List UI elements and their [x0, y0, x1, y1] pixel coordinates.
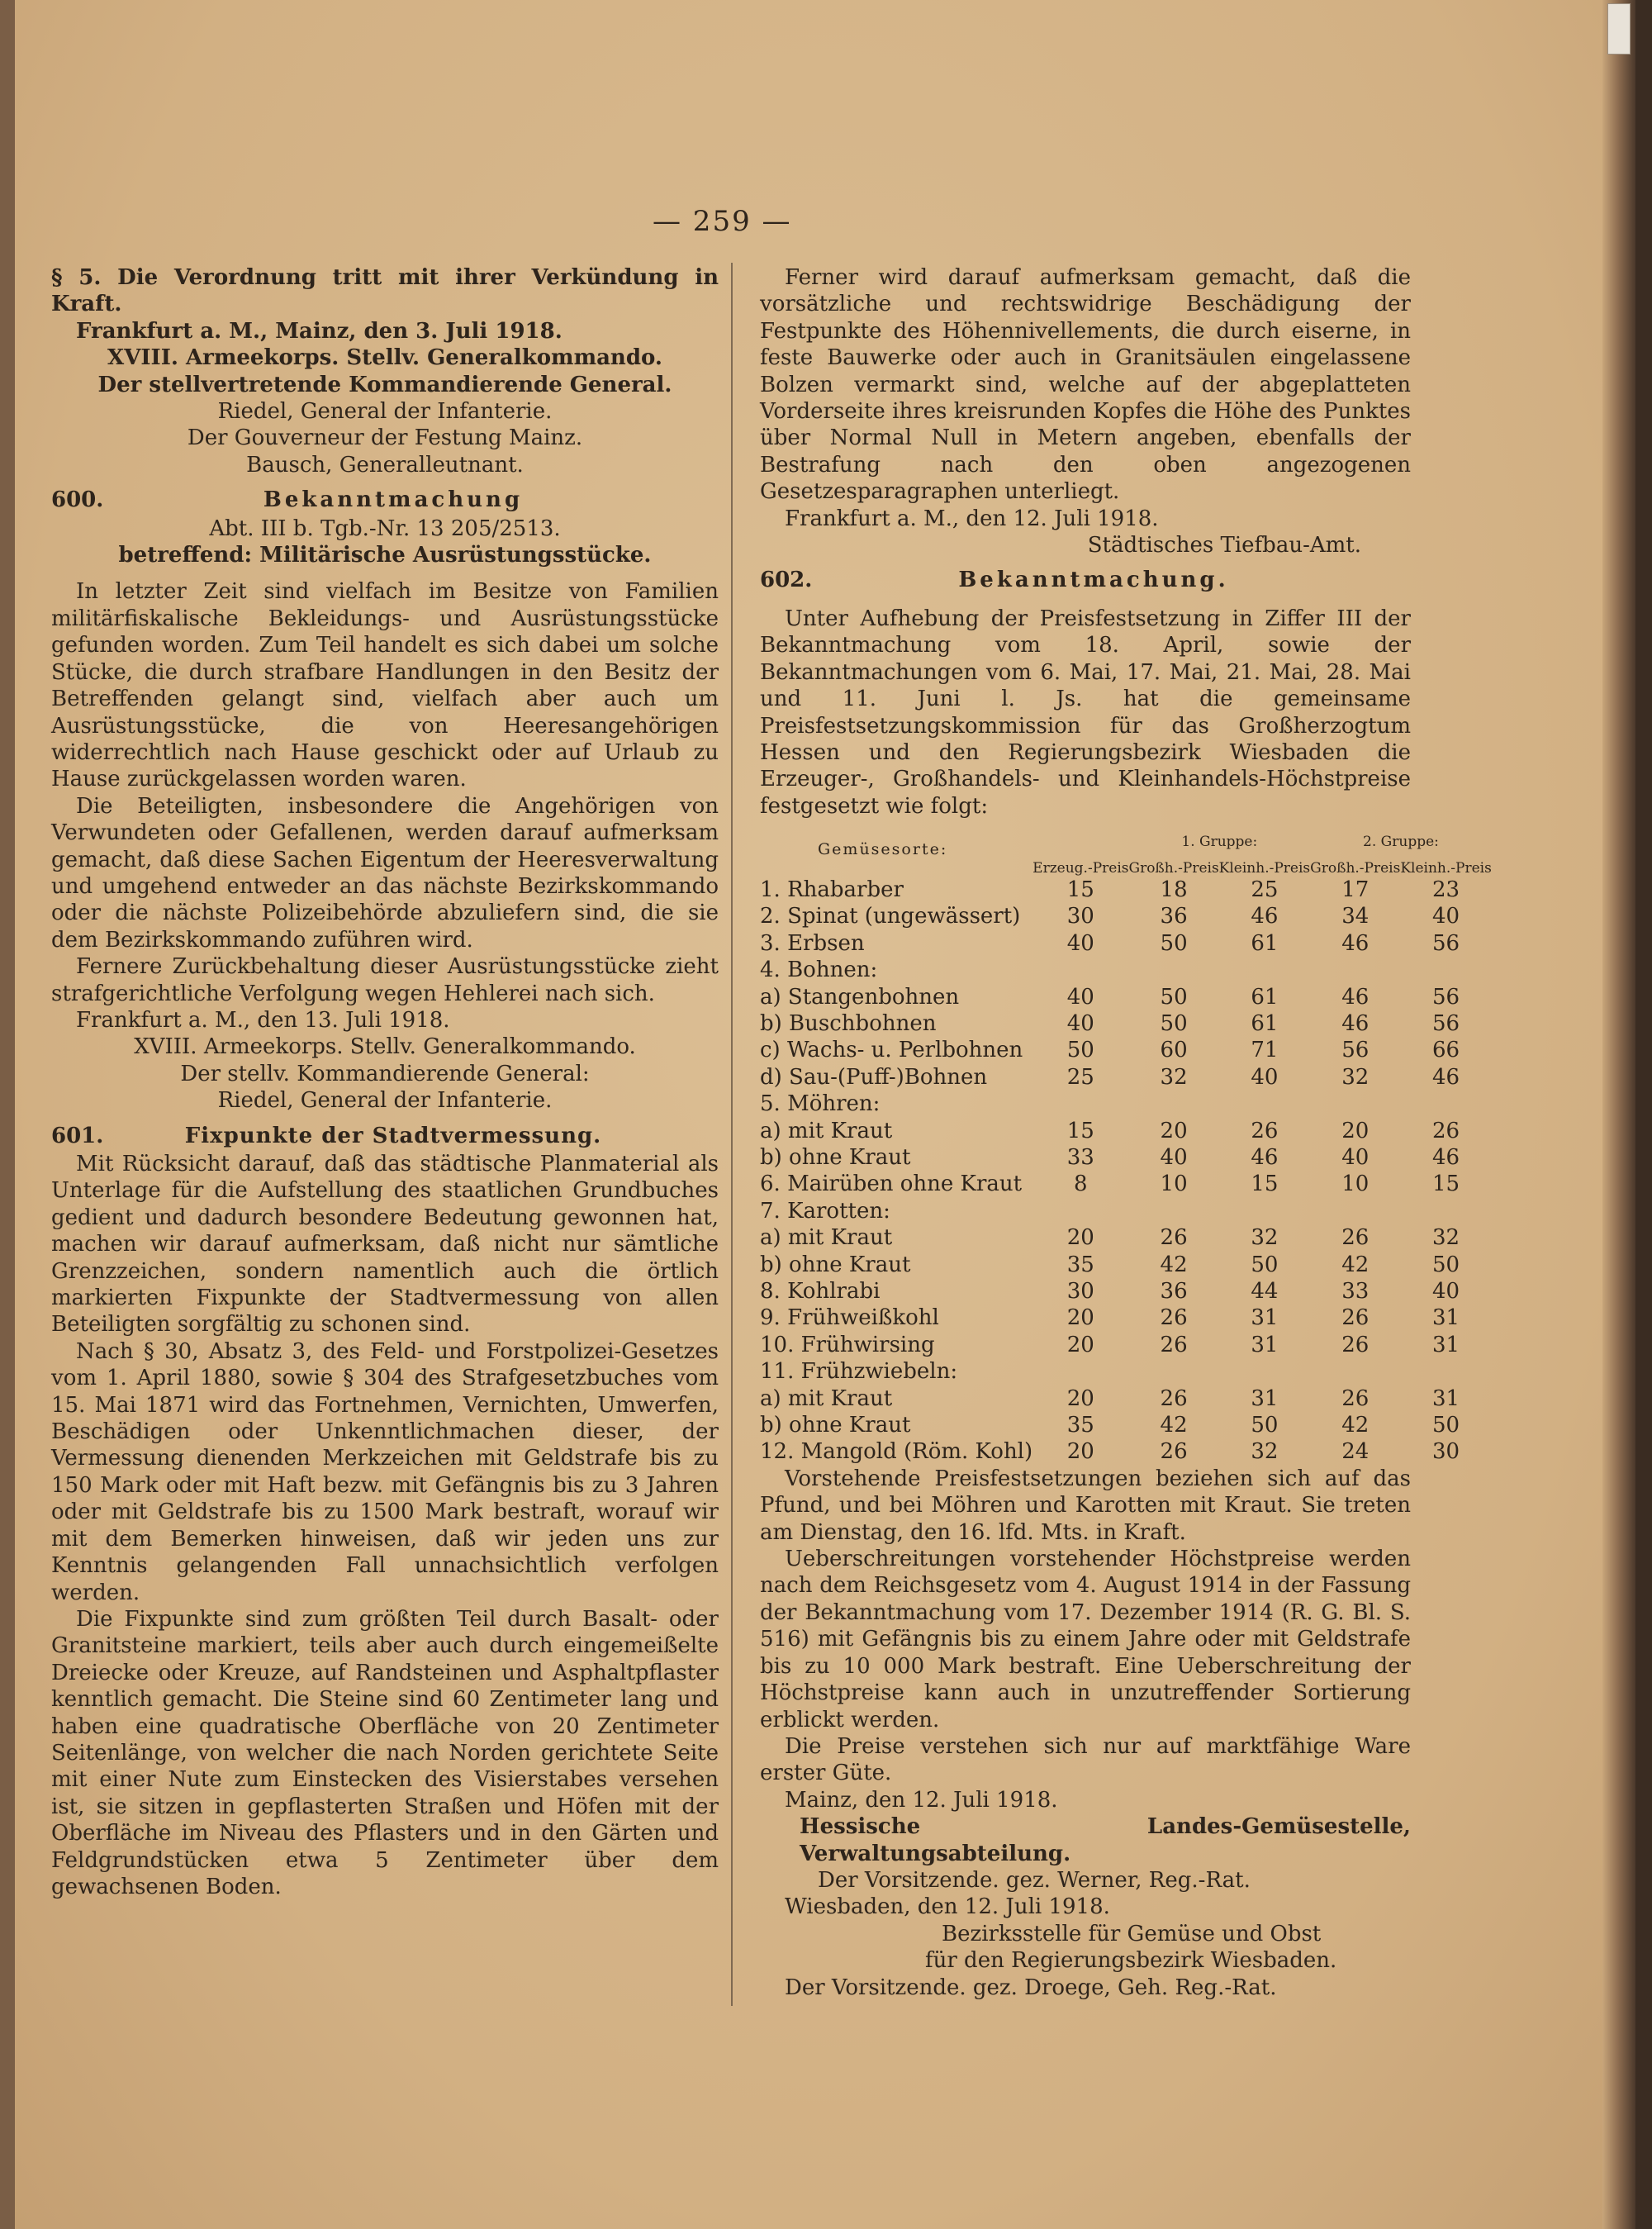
price-table-value: [1310, 957, 1400, 983]
signature-2-place-date: Wiesbaden, den 12. Juli 1918.: [785, 1894, 1110, 1920]
price-table-value: 26: [1251, 1118, 1279, 1143]
notice-602-paragraph-3: Ueberschreitungen vorstehender Höchstpreise werden nach dem Reichsgesetz vom 4. August 1914 in der Fassung der Bekanntmachung vom 17. Dezember 1914 (R. G. Bl. S. 516) mit Gefängnis bis zu einem Jahre oder mit Geldstrafe bis zu 10 000 Mark bestraft. Eine Ueberschreitung der Höchstpreise kann auch in unzutreffender Sortierung erblickt werden.: [760, 1547, 1411, 1732]
price-table-row: [760, 984, 1492, 1010]
price-table-row: [760, 1198, 1492, 1224]
price-table-value: 40: [1341, 1144, 1370, 1170]
price-table-value: 71: [1251, 1038, 1279, 1063]
notice-602-paragraph-1: Unter Aufhebung der Preisfestsetzung in Ziffer III der Bekanntmachung vom 18. April, sowie der Bekanntmachungen vom 6. Mai, 17. Mai, 21. Mai, 28. Mai und 11. Juni l. Js. hat die gemeinsame Preisfestsetzungskommission für das Großherzogtum Hessen und den Regierungsbezirk Wiesbaden die Erzeuger-, Großhandels- und Kleinhandels-Höchstpreise festgesetzt wie folgt:: [760, 606, 1411, 819]
price-table-row: [760, 1305, 1492, 1331]
intro-name-1: Riedel, General der Infanterie.: [217, 399, 553, 425]
price-table-row: [760, 1438, 1492, 1465]
price-table-value: 30: [1432, 1439, 1460, 1465]
notice-600-place-date: Frankfurt a. M., den 13. Juli 1918.: [76, 1007, 450, 1033]
price-table-group-row: [760, 823, 1492, 849]
price-table-value: 50: [1066, 1038, 1094, 1063]
price-table-value: 40: [1251, 1064, 1279, 1090]
right-column: [760, 264, 1492, 2001]
price-table-value: 25: [1251, 877, 1279, 902]
price-table-header-klein-2: Kleinh.-Preis: [1400, 859, 1492, 877]
price-table-value: [1310, 1091, 1400, 1117]
price-table-item-name: 5. Möhren:: [760, 1091, 881, 1117]
intro-name-2: Bausch, Generalleutnant.: [246, 452, 524, 478]
price-table-value: 40: [1160, 1144, 1188, 1170]
price-table-value: 26: [1160, 1439, 1188, 1465]
price-table-item-name: a) Stangenbohnen: [760, 984, 960, 1010]
notice-600-number: 600.: [51, 487, 104, 513]
intro-corps: XVIII. Armeekorps. Stellv. Generalkommando.: [107, 345, 662, 371]
notice-600-reference: Abt. III b. Tgb.-Nr. 13 205/2513.: [209, 516, 561, 541]
intro-role-2: Der Gouverneur der Festung Mainz.: [187, 425, 583, 451]
price-table-value: 17: [1341, 877, 1370, 902]
price-table-value: 33: [1066, 1144, 1094, 1170]
price-table-value: [1032, 1091, 1128, 1117]
signature-1-place-date: Mainz, den 12. Juli 1918.: [785, 1787, 1058, 1813]
price-table-item-name: b) ohne Kraut: [760, 1252, 911, 1277]
notice-601-paragraph-1: Mit Rücksicht darauf, daß das städtische Planmaterial als Unterlage für die Aufstellung des staatlichen Grundbuches gedient und dadurch besondere Bedeutung gewonnen hat, machen wir darauf aufmerksam, daß nicht nur sämtliche Grenzzeichen, sondern namentlich auch die örtlich markierten Fixpunkte der Stadtvermessung von allen Beteiligten sorgfältig zu schonen sind.: [51, 1152, 719, 1338]
price-table-value: 8: [1074, 1172, 1088, 1197]
price-table-item-name: 11. Frühzwiebeln:: [760, 1359, 958, 1385]
price-table-value: 31: [1432, 1385, 1460, 1411]
price-table-value: 40: [1066, 930, 1094, 956]
price-table-value: [1219, 1091, 1310, 1117]
price-table-value: 66: [1432, 1038, 1460, 1063]
price-table-value: 50: [1251, 1252, 1279, 1277]
page-number: — 259 —: [653, 205, 792, 238]
price-table-item-name: b) ohne Kraut: [760, 1413, 911, 1438]
price-table-item-name: c) Wachs- u. Perlbohnen: [760, 1038, 1023, 1063]
notice-601-number: 601.: [51, 1123, 104, 1148]
price-table-value: 26: [1432, 1118, 1460, 1143]
notice-600-title: Bekanntmachung: [263, 487, 524, 513]
notice-600-paragraph-2: Die Beteiligten, insbesondere die Angehörigen von Verwundeten oder Gefallenen, werden darauf aufmerksam gemacht, daß diese Sachen Eigentum der Heeresverwaltung und umgehend entweder an das nächste Bezirkskommando oder die nächste Polizeibehörde abzuliefern sind, die sie dem Bezirkskommando zuführen wird.: [51, 793, 719, 953]
notice-600-corps: XVIII. Armeekorps. Stellv. Generalkommando.: [134, 1034, 636, 1060]
price-table-value: 26: [1160, 1332, 1188, 1357]
price-table-value: 20: [1066, 1225, 1094, 1251]
price-table-value: 20: [1066, 1385, 1094, 1411]
price-table-value: 56: [1432, 984, 1460, 1010]
signature-2-organisation-1: Bezirksstelle für Gemüse und Obst: [942, 1921, 1322, 1946]
price-table-item-name: 7. Karotten:: [760, 1198, 890, 1224]
price-table-value: 26: [1341, 1225, 1370, 1251]
book-spine: [0, 0, 15, 2229]
notice-602-heading: [760, 567, 1411, 593]
price-table-value: 15: [1066, 877, 1094, 902]
price-table-item-name: 10. Frühwirsing: [760, 1332, 935, 1357]
notice-601-office: Städtisches Tiefbau-Amt.: [1087, 533, 1361, 558]
price-table-group-2: 2. Gruppe:: [1363, 833, 1439, 850]
price-table-value: [1400, 957, 1491, 983]
price-table-item-name: a) mit Kraut: [760, 1385, 893, 1411]
price-table-row: [760, 1010, 1492, 1037]
price-table-value: [1400, 1198, 1491, 1224]
signature-2-name: Der Vorsitzende. gez. Droege, Geh. Reg.-Rat.: [785, 1975, 1277, 2000]
notice-600-paragraph-3: Fernere Zurückbehaltung dieser Ausrüstungsstücke zieht strafgerichtliche Verfolgung wegen Hehlerei nach sich.: [51, 954, 719, 1006]
price-table-row: [760, 957, 1492, 983]
price-table-value: 32: [1432, 1225, 1460, 1251]
price-table-value: 50: [1160, 984, 1188, 1010]
price-table-value: 31: [1432, 1332, 1460, 1357]
signature-2-organisation-2: für den Regierungsbezirk Wiesbaden.: [925, 1948, 1337, 1974]
price-table-value: 31: [1432, 1305, 1460, 1331]
price-table-value: 32: [1341, 1064, 1370, 1090]
intro-paragraph: § 5. Die Verordnung tritt mit ihrer Verkündung in Kraft.: [51, 265, 719, 317]
price-table-value: 26: [1160, 1305, 1188, 1331]
price-table-value: [1128, 1198, 1218, 1224]
price-table-value: 30: [1066, 1279, 1094, 1304]
price-table-value: 20: [1066, 1332, 1094, 1357]
price-table-value: 20: [1066, 1305, 1094, 1331]
price-table-value: 44: [1251, 1279, 1279, 1304]
price-table-value: 32: [1251, 1225, 1279, 1251]
price-table-row: [760, 930, 1492, 957]
price-table-value: 46: [1341, 984, 1370, 1010]
price-table-value: 56: [1432, 1010, 1460, 1036]
paper-tab: [1607, 3, 1631, 55]
price-table-value: 61: [1251, 930, 1279, 956]
price-table-value: 32: [1160, 1064, 1188, 1090]
price-table-value: 30: [1066, 904, 1094, 929]
price-table-value: 40: [1066, 1010, 1094, 1036]
price-table-value: 31: [1251, 1305, 1279, 1331]
price-table-value: [1219, 957, 1310, 983]
notice-601-title: Fixpunkte der Stadtvermessung.: [184, 1123, 602, 1148]
notice-601-paragraph-2: Nach § 30, Absatz 3, des Feld- und Forstpolizei-Gesetzes vom 1. April 1880, sowie § 304 des Strafgesetzbuches vom 15. Mai 1871 wird das Fortnehmen, Vernichten, Umwerfen, Beschädigen oder Unkenntlichmachen dieser, der Vermessung dienenden Merkzeichen mit Geldstrafe bis zu 150 Mark oder mit Haft bezw. mit Gefängnis bis zu 3 Jahren oder mit Geldstrafe bis zu 1500 Mark bestraft, worauf wir mit dem Bemerken hinweisen, daß wir jeden uns zur Kenntnis gelangenden Fall unnachsichtlich verfolgen werden.: [51, 1338, 719, 1605]
price-table-value: [1219, 1198, 1310, 1224]
price-table-header-klein-1: Kleinh.-Preis: [1218, 859, 1311, 877]
price-table-item-name: 1. Rhabarber: [760, 877, 904, 902]
price-table-value: 15: [1432, 1172, 1460, 1197]
price-table-item-name: 9. Frühweißkohl: [760, 1305, 939, 1331]
notice-601-heading: [51, 1123, 719, 1149]
notice-601-continuation: Ferner wird darauf aufmerksam gemacht, daß die vorsätzliche und rechtswidrige Beschädigung der Festpunkte des Höhennivellements, die durch eiserne, in feste Bauwerke oder auch in Granitsäulen eingelassene Bolzen vermarkt sind, welche auf der abgeplatteten Vorderseite ihres kreisrunden Kopfes die Höhe des Punktes über Normal Null in Metern angeben, ebenfalls der Bestrafung nach den oben angezogenen Gesetzesparagraphen unterliegt.: [760, 265, 1411, 505]
notice-600-name: Riedel, General der Infanterie.: [217, 1088, 553, 1114]
price-table-value: 40: [1432, 1279, 1460, 1304]
price-table-item-name: 8. Kohlrabi: [760, 1279, 881, 1304]
price-table-value: [1310, 1358, 1400, 1385]
notice-602-paragraph-4: Die Preise verstehen sich nur auf marktfähige Ware erster Güte.: [760, 1733, 1411, 1786]
price-table-value: 42: [1160, 1413, 1188, 1438]
price-table-row: [760, 1278, 1492, 1305]
price-table-row: [760, 1332, 1492, 1358]
column-divider: [731, 263, 733, 2006]
price-table-value: 31: [1251, 1332, 1279, 1357]
price-table-value: 20: [1341, 1118, 1370, 1143]
price-table-item-name: 12. Mangold (Röm. Kohl): [760, 1439, 1033, 1465]
price-table-value: 34: [1341, 904, 1370, 929]
price-table-row: [760, 1091, 1492, 1117]
price-table-item-name: a) mit Kraut: [760, 1225, 893, 1251]
price-table-value: [1400, 1091, 1491, 1117]
price-table-value: 35: [1066, 1413, 1094, 1438]
price-table-item-name: 3. Erbsen: [760, 930, 865, 956]
price-table-row: [760, 903, 1492, 929]
price-table-row: [760, 1037, 1492, 1063]
price-table-value: 23: [1432, 877, 1460, 902]
price-table-value: 26: [1341, 1385, 1370, 1411]
price-table-value: [1219, 1358, 1310, 1385]
notice-600-role: Der stellv. Kommandierende General:: [180, 1061, 590, 1086]
price-table-item-name: b) Buschbohnen: [760, 1010, 937, 1036]
price-table-group-1: 1. Gruppe:: [1181, 833, 1258, 850]
price-table-value: [1400, 1358, 1491, 1385]
price-table-value: 24: [1341, 1439, 1370, 1465]
price-table-value: 26: [1160, 1385, 1188, 1411]
price-table-value: [1032, 1358, 1128, 1385]
signature-1-organisation: Hessische Landes-Gemüsestelle, Verwaltungsabteilung.: [800, 1814, 1411, 1866]
price-table-value: 60: [1160, 1038, 1188, 1063]
price-table-row: [760, 1224, 1492, 1251]
price-table-item-name: d) Sau-(Puff-)Bohnen: [760, 1064, 988, 1090]
price-table-header-erzeuger: Erzeug.-Preis: [1032, 859, 1129, 877]
notice-600-heading: [51, 487, 719, 513]
price-table-value: 46: [1432, 1144, 1460, 1170]
price-table-value: 20: [1066, 1439, 1094, 1465]
notice-600-subject: betreffend: Militärische Ausrüstungsstücke.: [118, 543, 652, 568]
price-table-item-name: a) mit Kraut: [760, 1118, 893, 1143]
price-table-value: 46: [1251, 1144, 1279, 1170]
price-table-value: 42: [1341, 1413, 1370, 1438]
price-table-value: 26: [1341, 1332, 1370, 1357]
price-table-header-gross-1: Großh.-Preis: [1128, 859, 1219, 877]
price-table-value: 61: [1251, 1010, 1279, 1036]
price-table-value: 46: [1341, 930, 1370, 956]
price-table-value: 40: [1432, 904, 1460, 929]
price-table-value: 36: [1160, 1279, 1188, 1304]
price-table-row: [760, 877, 1492, 903]
price-table-value: 40: [1066, 984, 1094, 1010]
price-table-header-gross-2: Großh.-Preis: [1310, 859, 1401, 877]
price-table-value: 50: [1432, 1413, 1460, 1438]
price-table-row: [760, 1412, 1492, 1438]
intro-place-date: Frankfurt a. M., Mainz, den 3. Juli 1918.: [76, 318, 563, 344]
price-table-row: [760, 1252, 1492, 1278]
price-table-value: 15: [1066, 1118, 1094, 1143]
price-table-value: [1032, 957, 1128, 983]
price-table-value: 35: [1066, 1252, 1094, 1277]
price-table-item-name: 2. Spinat (ungewässert): [760, 904, 1021, 929]
price-table-item-name: 6. Mairüben ohne Kraut: [760, 1172, 1023, 1197]
notice-602-title: Bekanntmachung.: [958, 568, 1229, 593]
price-table-value: 26: [1341, 1305, 1370, 1331]
price-table-value: 46: [1341, 1010, 1370, 1036]
price-table-row: [760, 1118, 1492, 1144]
intro-role-1: Der stellvertretende Kommandierende General.: [97, 372, 672, 397]
price-table-row: [760, 1064, 1492, 1091]
notice-600-paragraph-1: In letzter Zeit sind vielfach im Besitze von Familien militärfiskalische Bekleidungs- und Ausrüstungsstücke gefunden worden. Zum Teil handelt es sich dabei um solche Stücke, die durch strafbare Handlungen in den Besitz der Betreffenden gelangt sind, vielfach aber auch um Ausrüstungsstücke, die von Heeresangehörigen widerrechtlich nach Hause geschickt oder auf Urlaub zu Hause zurückgelassen worden waren.: [51, 579, 719, 792]
price-table-value: [1128, 1358, 1218, 1385]
price-table-value: [1032, 1198, 1128, 1224]
price-table-value: 56: [1432, 930, 1460, 956]
price-table-row: [760, 1385, 1492, 1412]
price-table-value: [1310, 1198, 1400, 1224]
price-table-value: 50: [1160, 1010, 1188, 1036]
notice-601-paragraph-3: Die Fixpunkte sind zum größten Teil durch Basalt- oder Granitsteine markiert, teils aber auch durch eingemeißelte Dreiecke oder Kreuze, auf Randsteinen und Asphaltpflaster kenntlich gemacht. Die Steine sind 60 Zentimeter lang und haben eine quadratische Oberfläche von 20 Zentimeter Seitenlänge, von welcher die nach Norden gerichtete Seite mit einer Nute zum Einstecken des Visierstabes versehen ist, sie sitzen in gepflasterten Straßen und Höfen mit der Oberfläche im Niveau des Pflasters und in den Gärten und Feldgrundstücken etwa 5 Zentimeter über dem gewachsenen Boden.: [51, 1606, 719, 1899]
price-table-value: 33: [1341, 1279, 1370, 1304]
notice-601-place-date: Frankfurt a. M., den 12. Juli 1918.: [785, 506, 1159, 531]
signature-1-name: Der Vorsitzende. gez. Werner, Reg.-Rat.: [818, 1867, 1251, 1893]
price-table-value: 56: [1341, 1038, 1370, 1063]
price-table-value: 18: [1160, 877, 1188, 902]
price-table-value: [1128, 1091, 1218, 1117]
price-table-value: 10: [1341, 1172, 1370, 1197]
left-column: [51, 264, 719, 1900]
price-table-value: [1128, 957, 1218, 983]
price-table-item-name: b) ohne Kraut: [760, 1144, 911, 1170]
price-table-row: [760, 1171, 1492, 1197]
notice-602-paragraph-2: Vorstehende Preisfestsetzungen beziehen sich auf das Pfund, und bei Möhren und Karotten mit Kraut. Sie treten am Dienstag, den 16. lfd. Mts. in Kraft.: [760, 1466, 1411, 1545]
price-table-value: 25: [1066, 1064, 1094, 1090]
price-table-row: [760, 1358, 1492, 1385]
price-table-item-name: 4. Bohnen:: [760, 958, 878, 983]
page-edge: [1602, 0, 1635, 2229]
price-table-value: 31: [1251, 1385, 1279, 1411]
price-table-value: 42: [1160, 1252, 1188, 1277]
price-table-value: 50: [1160, 930, 1188, 956]
notice-602-number: 602.: [760, 568, 813, 593]
price-table-value: 10: [1160, 1172, 1188, 1197]
price-table-value: 42: [1341, 1252, 1370, 1277]
price-table-value: 50: [1432, 1252, 1460, 1277]
price-table-value: 50: [1251, 1413, 1279, 1438]
price-table-value: 61: [1251, 984, 1279, 1010]
price-table-value: 46: [1432, 1064, 1460, 1090]
price-table-value: 32: [1251, 1439, 1279, 1465]
price-table-value: 26: [1160, 1225, 1188, 1251]
price-table-value: 20: [1160, 1118, 1188, 1143]
price-table-value: 36: [1160, 904, 1188, 929]
price-table-value: 46: [1251, 904, 1279, 929]
price-table: [760, 823, 1492, 1466]
price-table-row: [760, 1144, 1492, 1171]
price-table-header-name: Gemüsesorte:: [818, 840, 948, 859]
price-table-value: 15: [1251, 1172, 1279, 1197]
